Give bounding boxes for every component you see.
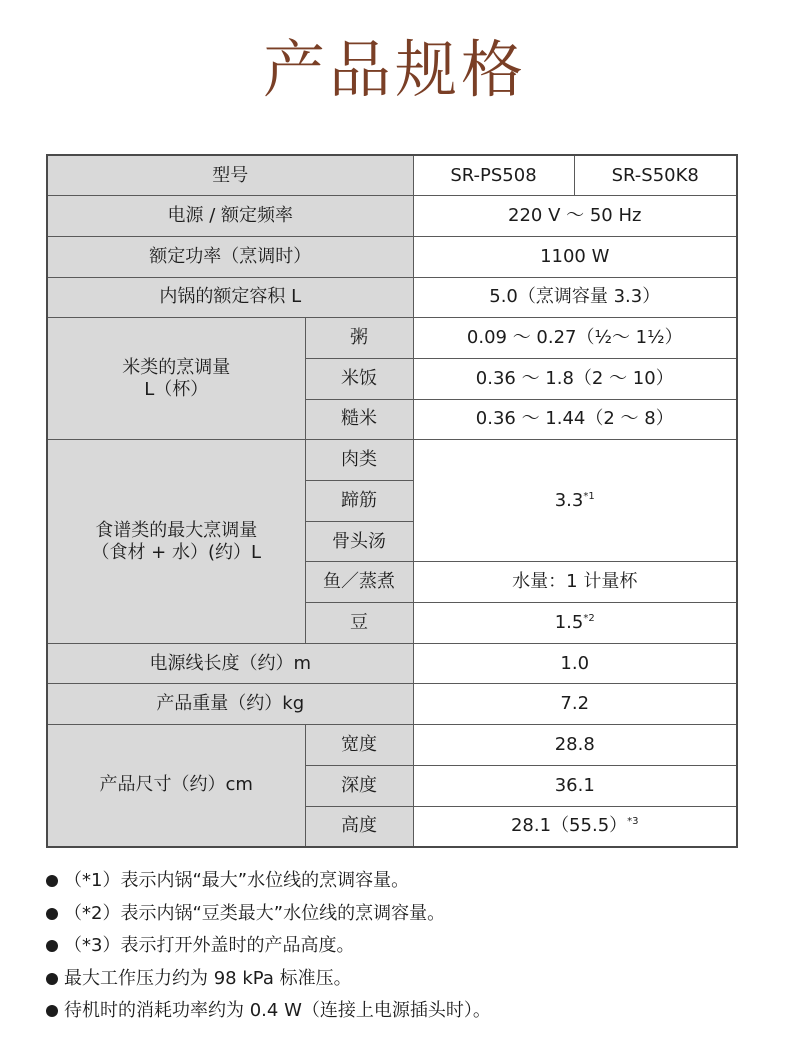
recipe-item-value: 水量：1 计量杯 — [413, 562, 737, 603]
recipe-item-value — [413, 603, 737, 644]
height-number: 28.1（55.5） — [510, 815, 628, 837]
bullet-icon — [46, 973, 58, 985]
recipe-merged-number: 3.3 — [554, 489, 584, 511]
table-row — [47, 440, 737, 481]
model-label: 型号 — [47, 155, 413, 196]
note-text: 最大工作压力约为 98 kPa 标准压。 — [64, 967, 352, 989]
size-label: 产品尺寸（约）cm — [47, 725, 305, 847]
note-text: （*2）表示内锅“豆类最大”水位线的烹调容量。 — [64, 902, 446, 924]
size-item-name: 高度 — [305, 806, 413, 847]
rice-item-name: 糙米 — [305, 399, 413, 440]
list-item — [46, 964, 766, 997]
rated-power-value: 1100 W — [413, 236, 737, 277]
note-text: 待机时的消耗功率约为 0.4 W（连接上电源插头时）。 — [64, 1000, 491, 1021]
size-item-value: 36.1 — [413, 765, 737, 806]
recipe-item-name: 豆 — [305, 603, 413, 644]
table-row — [47, 318, 737, 359]
table-row — [47, 725, 737, 766]
rice-item-name: 米饭 — [305, 358, 413, 399]
list-item — [46, 996, 766, 1029]
table-row — [47, 155, 737, 196]
list-item — [46, 866, 766, 899]
size-item-value — [413, 806, 737, 847]
table-row — [47, 196, 737, 237]
power-source-value: 220 V 〜 50 Hz — [413, 196, 737, 237]
recipe-item-name: 肉类 — [305, 440, 413, 481]
recipe-item-name: 鱼／蒸煮 — [305, 562, 413, 603]
rice-item-value: 0.09 ～ 0.27（½～ 1½） — [413, 318, 737, 359]
list-item — [46, 899, 766, 932]
model-2: SR-S50K8 — [574, 155, 737, 196]
recipe-label-line1: 食谱类的最大烹调量 — [95, 519, 258, 541]
notes-list — [46, 866, 766, 1029]
bullet-icon — [46, 908, 58, 920]
capacity-label: 内锅的额定容积 L — [47, 277, 413, 318]
recipe-merged-value — [413, 440, 737, 562]
footnote-marker: *2 — [583, 612, 595, 624]
bullet-icon — [46, 875, 58, 887]
table-row — [47, 643, 737, 684]
rice-label — [47, 318, 305, 440]
note-text: （*3）表示打开外盖时的产品高度。 — [64, 935, 355, 956]
recipe-item-name: 蹄筋 — [305, 481, 413, 522]
bullet-icon — [46, 940, 58, 952]
weight-label: 产品重量（约）kg — [47, 684, 413, 725]
footnote-marker: *1 — [583, 490, 595, 502]
model-1: SR-PS508 — [413, 155, 574, 196]
table-row — [47, 277, 737, 318]
page-title: 产品规格 — [262, 33, 527, 106]
rice-item-name: 粥 — [305, 318, 413, 359]
size-item-name: 宽度 — [305, 725, 413, 766]
recipe-label — [47, 440, 305, 643]
cord-label: 电源线长度（约）m — [47, 643, 413, 684]
rice-label-line2: L（杯） — [144, 378, 209, 400]
rice-item-value: 0.36 ～ 1.8（2 ～ 10） — [413, 358, 737, 399]
size-item-value: 28.8 — [413, 725, 737, 766]
weight-value: 7.2 — [413, 684, 737, 725]
list-item — [46, 931, 766, 964]
rated-power-label: 额定功率（烹调时） — [47, 236, 413, 277]
rice-item-value: 0.36 ～ 1.44（2 ～ 8） — [413, 399, 737, 440]
capacity-value: 5.0（烹调容量 3.3） — [413, 277, 737, 318]
recipe-label-line2: （食材 + 水）(约）L — [91, 541, 262, 563]
rice-label-line1: 米类的烹调量 — [122, 356, 231, 378]
note-text: （*1）表示内锅“最大”水位线的烹调容量。 — [64, 870, 410, 891]
size-item-name: 深度 — [305, 765, 413, 806]
power-source-label: 电源 / 额定频率 — [47, 196, 413, 237]
cord-value: 1.0 — [413, 643, 737, 684]
table-row — [47, 684, 737, 725]
table-row — [47, 236, 737, 277]
recipe-bean-number: 1.5 — [554, 611, 584, 633]
spec-table — [46, 154, 738, 848]
bullet-icon — [46, 1005, 58, 1017]
footnote-marker: *3 — [627, 816, 639, 828]
recipe-item-name: 骨头汤 — [305, 521, 413, 562]
